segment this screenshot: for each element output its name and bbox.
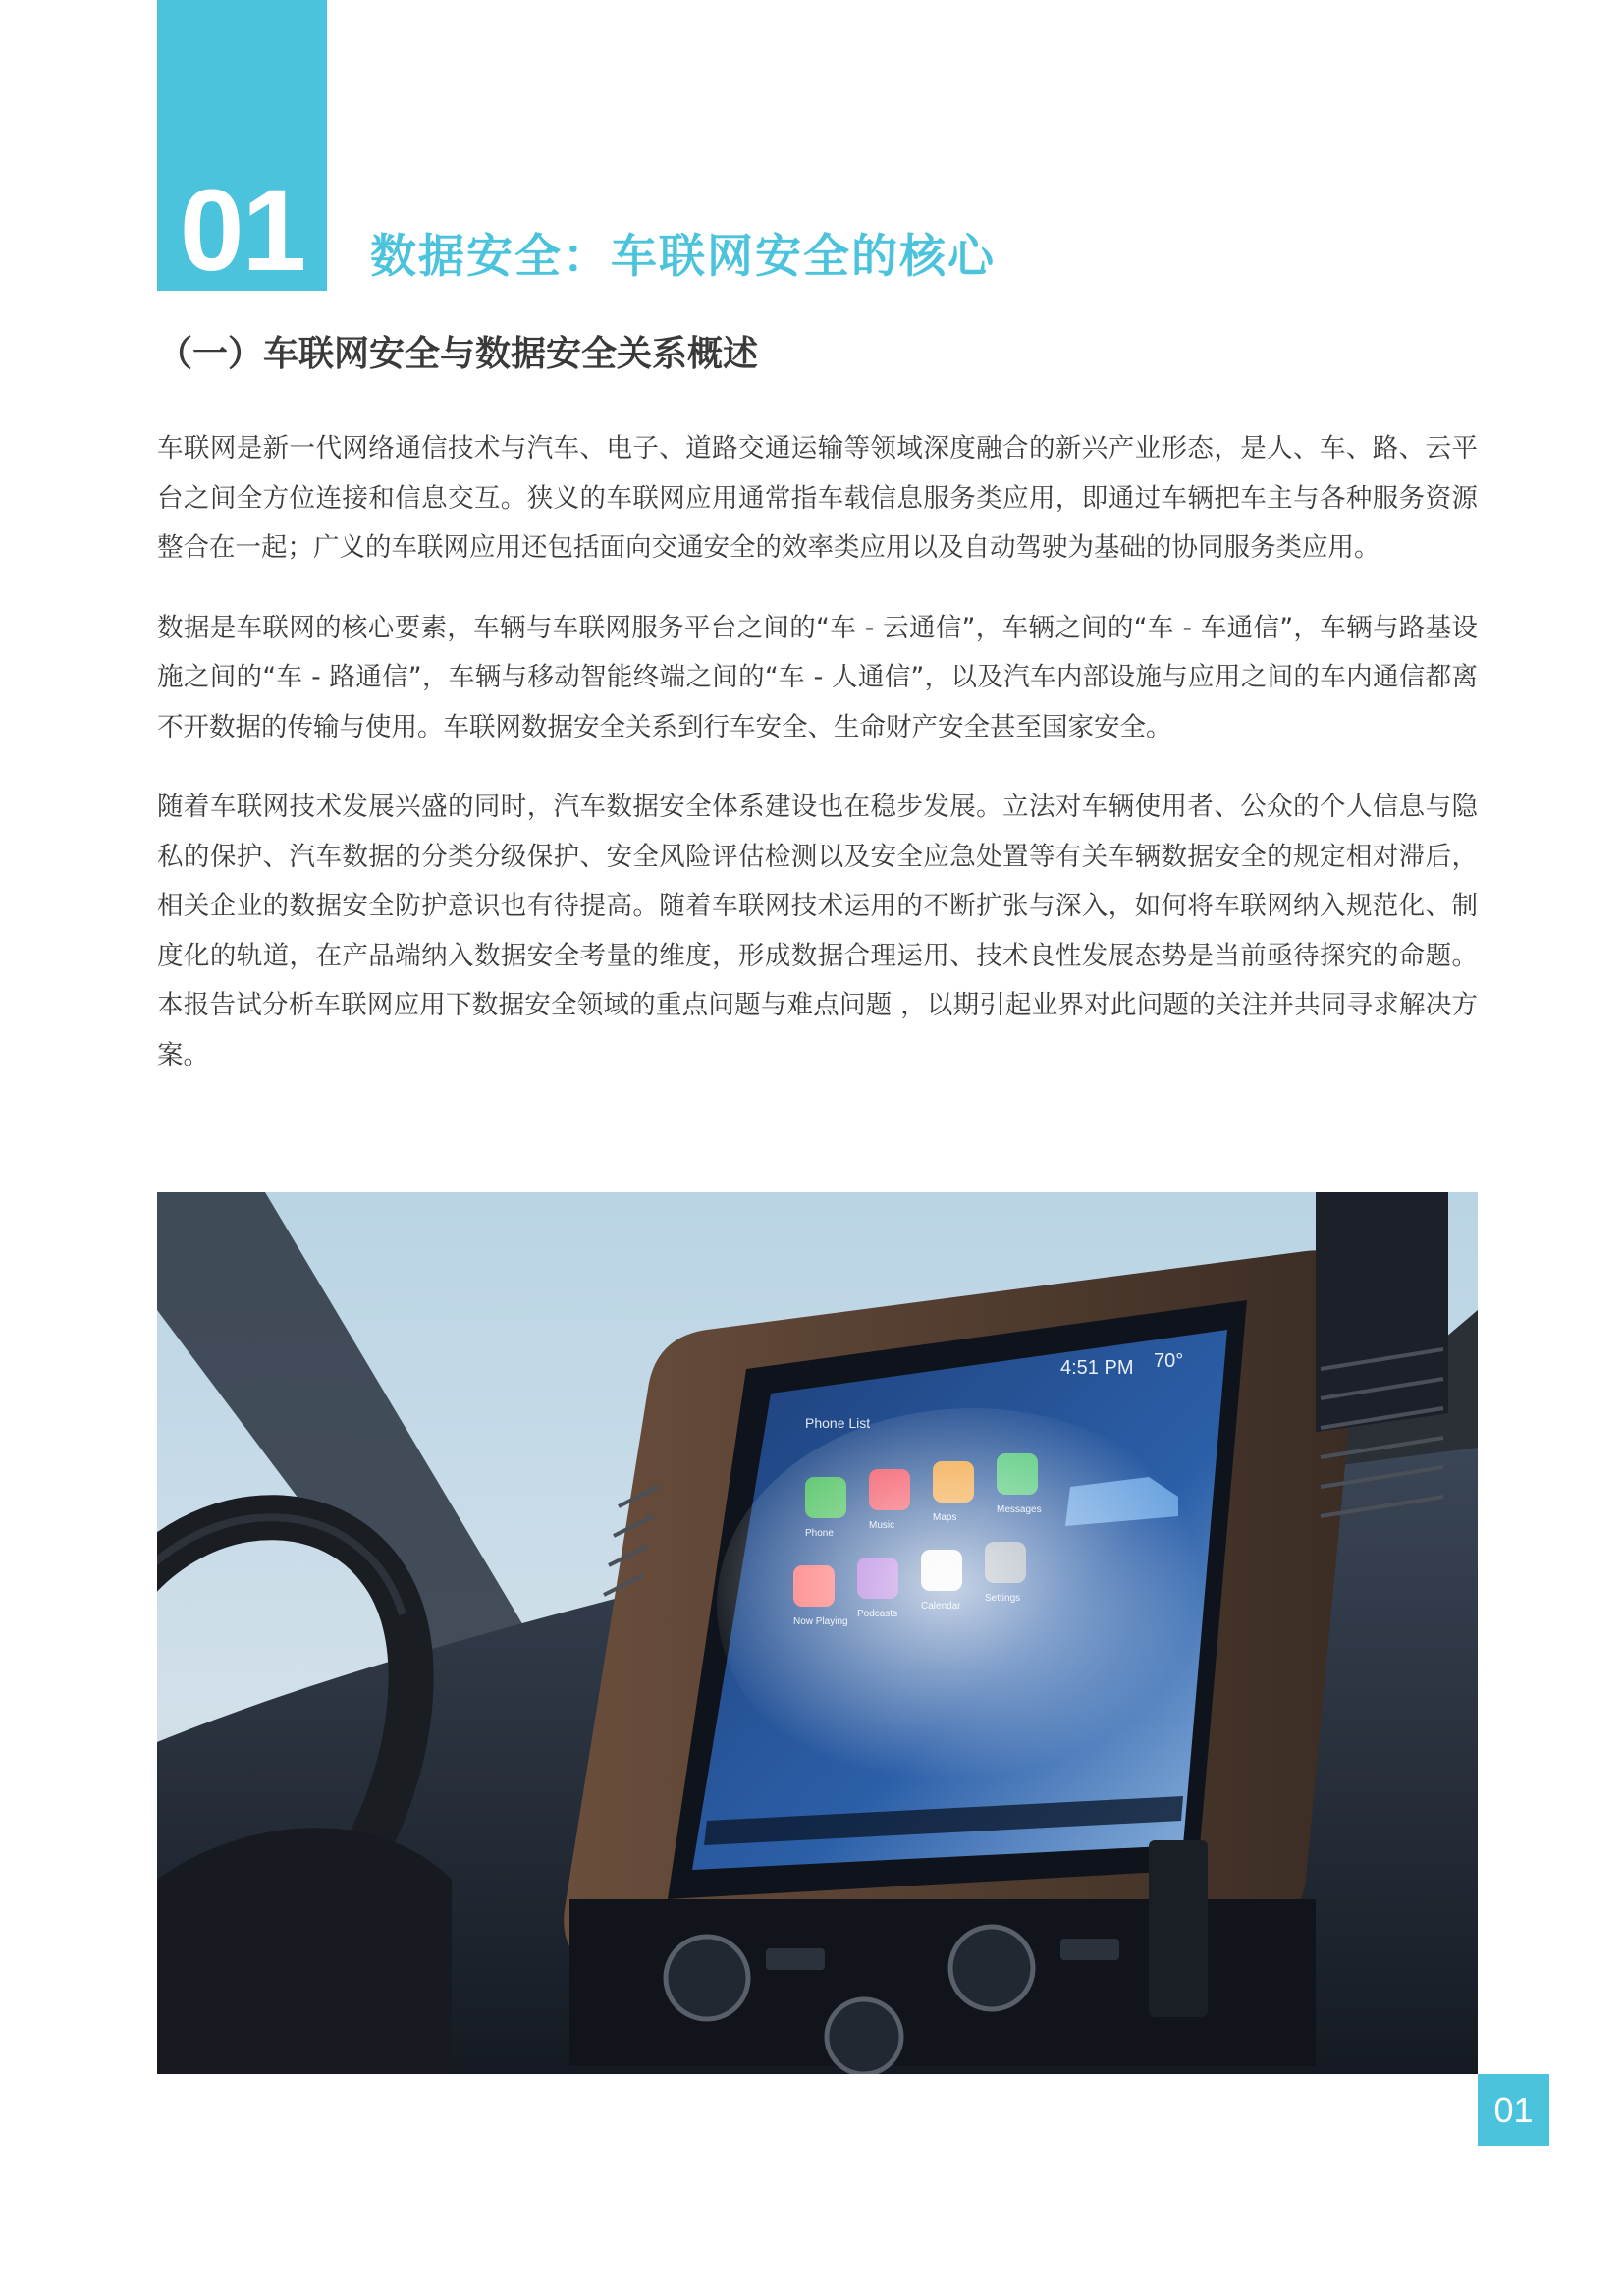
page-number: 01 (1478, 2074, 1549, 2146)
paragraph: 车联网是新一代网络通信技术与汽车、电子、道路交通运输等领域深度融合的新兴产业形态，是人、车、路、云平台之间全方位连接和信息交互。狭义的车联网应用通常指车载信息服务类应用，即通过车辆把车主与各种服务资源整合在一起；广义的车联网应用还包括面向交通安全的效率类应用以及自动驾驶为基础的协同服务类应用。 (157, 433, 1478, 563)
screen-time: 4:51 PM (1060, 1357, 1134, 1379)
chapter-number: 01 (179, 166, 305, 296)
section-title: （一）车联网安全与数据安全关系概述 (157, 334, 759, 374)
paragraph: 随着车联网技术发展兴盛的同时，汽车数据安全体系建设也在稳步发展。立法对车辆使用者、公众的个人信息与隐私的保护、汽车数据的分类分级保护、安全风险评估检测以及安全应急处置等有关车辆数据安全的规定相对滞后，相关企业的数据安全防护意识也有待提高。随着车联网技术运用的不断扩张与深入，如何将车联网纳入规范化、制度化的轨道，在产品端纳入数据安全考量的维度，形成数据合理运用、技术良性发展态势是当前亟待探究的命题。本报告试分析车联网应用下数据安全领域的重点问题与难点问题 ，以期引起业界对此问题的关注并共同寻求解决方案。 (157, 792, 1478, 1070)
paragraph: 数据是车联网的核心要素，车辆与车联网服务平台之间的“车 - 云通信”，车辆之间的“车 - 车通信”，车辆与路基设施之间的“车 - 路通信”，车辆与移动智能终端之间的“车 - 人通信”，以及汽车内部设施与应用之间的车内通信都离不开数据的传输与使用。车联网数据安全关系到行车安全、生命财产安全甚至国家安全。 (157, 612, 1478, 742)
chapter-title: 数据安全：车联网安全的核心 (370, 230, 996, 284)
screen-list-title: Phone List (805, 1415, 871, 1431)
infotainment-screen (692, 1330, 1227, 1870)
body-text (157, 424, 1478, 1111)
screen-temp: 70° (1154, 1350, 1184, 1372)
car-dashboard-photo (157, 1192, 1478, 2074)
